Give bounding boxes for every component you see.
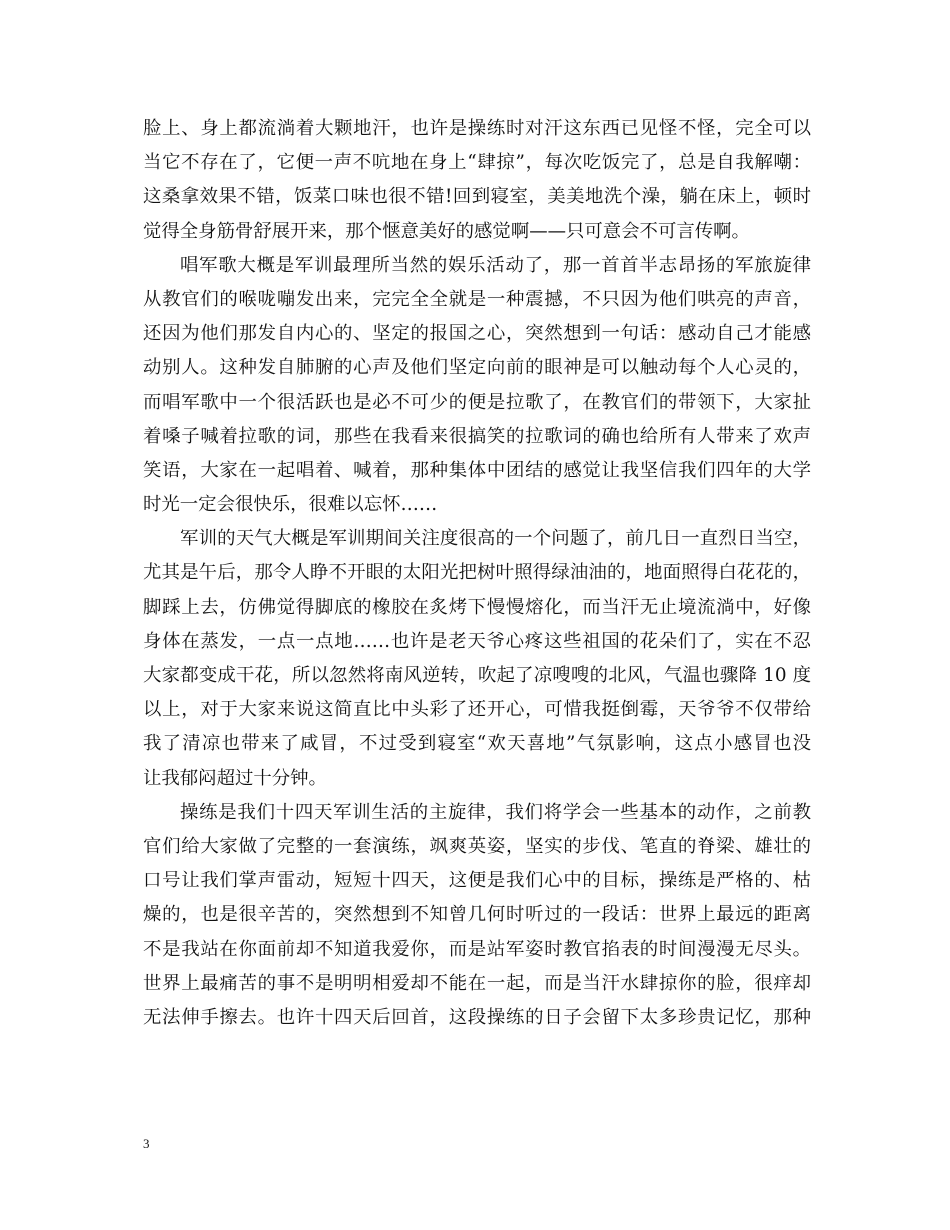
text-line: 还因为他们那发自内心的、坚定的报国之心，突然想到一句话：感动自己才能感	[143, 323, 811, 345]
text-line: 脚踩上去，仿佛觉得脚底的橡胶在炙烤下慢慢熔化，而当汗无止境流淌中，好像	[143, 596, 811, 618]
text-line: 脸上、身上都流淌着大颗地汗，也许是操练时对汗这东西已见怪不怪，完全可以	[143, 118, 811, 139]
text-line: 着嗓子喊着拉歌的词，那些在我看来很搞笑的拉歌词的确也给所有人带来了欢声	[143, 425, 811, 447]
text-line: 当它不存在了，它便一声不吭地在身上“肆掠”，每次吃饭完了，总是自我解嘲：	[143, 152, 811, 174]
text-line: 官们给大家做了完整的一套演练，飒爽英姿，坚实的步伐、笔直的脊梁、雄壮的	[143, 835, 811, 857]
text-line: 让我郁闷超过十分钟。	[143, 767, 327, 789]
page-number: 3	[143, 1136, 150, 1151]
text-line: 身体在蒸发，一点一点地……也许是老天爷心疼这些祖国的花朵们了，实在不忍	[143, 630, 811, 652]
page-body-text	[143, 112, 811, 1035]
text-line: 唱军歌大概是军训最理所当然的娱乐活动了，那一首首半志昂扬的军旅旋律	[180, 254, 811, 276]
text-line: 不是我站在你面前却不知道我爱你，而是站军姿时教官掐表的时间漫漫无尽头。	[143, 938, 811, 960]
text-line: 无法伸手擦去。也许十四天后回首，这段操练的日子会留下太多珍贵记忆，那种	[143, 1006, 811, 1028]
text-line: 觉得全身筋骨舒展开来，那个惬意美好的感觉啊——只可意会不可言传啊。	[143, 220, 750, 242]
text-line: 动别人。这种发自肺腑的心声及他们坚定向前的眼神是可以触动每个人心灵的，	[143, 357, 811, 379]
text-line: 以上，对于大家来说这简直比中头彩了还开心，可惜我挺倒霉，天爷爷不仅带给	[143, 699, 811, 721]
text-line: 笑语，大家在一起唱着、喊着，那种集体中团结的感觉让我坚信我们四年的大学	[143, 459, 811, 481]
text-line: 世界上最痛苦的事不是明明相爱却不能在一起，而是当汗水肆掠你的脸，很痒却	[143, 972, 811, 994]
text-line: 尤其是午后，那令人睁不开眼的太阳光把树叶照得绿油油的，地面照得白花花的，	[143, 562, 811, 584]
text-line: 从教官们的喉咙嘣发出来，完完全全就是一种震撼，不只因为他们哄亮的声音，	[143, 288, 811, 310]
text-line: 口号让我们掌声雷动，短短十四天，这便是我们心中的目标，操练是严格的、枯	[143, 870, 811, 892]
text-line: 操练是我们十四天军训生活的主旋律，我们将学会一些基本的动作，之前教	[180, 801, 811, 823]
text-line: 而唱军歌中一个很活跃也是必不可少的便是拉歌了，在教官们的带领下，大家扯	[143, 391, 811, 413]
text-line: 时光一定会很快乐，很难以忘怀……	[143, 494, 438, 516]
text-line: 我了清凉也带来了咸冒，不过受到寝室“欢天喜地”气氛影响，这点小感冒也没	[143, 733, 811, 755]
text-line: 这桑拿效果不错，饭菜口味也很不错!回到寝室，美美地洗个澡，躺在床上，顿时	[143, 186, 811, 208]
text-line: 大家都变成干花，所以忽然将南风逆转，吹起了凉嗖嗖的北风，气温也骤降 10 度	[143, 665, 811, 686]
text-line: 军训的天气大概是军训期间关注度很高的一个问题了，前几日一直烈日当空，	[180, 528, 811, 550]
text-line: 燥的，也是很辛苦的，突然想到不知曾几何时听过的一段话：世界上最远的距离	[143, 904, 811, 926]
